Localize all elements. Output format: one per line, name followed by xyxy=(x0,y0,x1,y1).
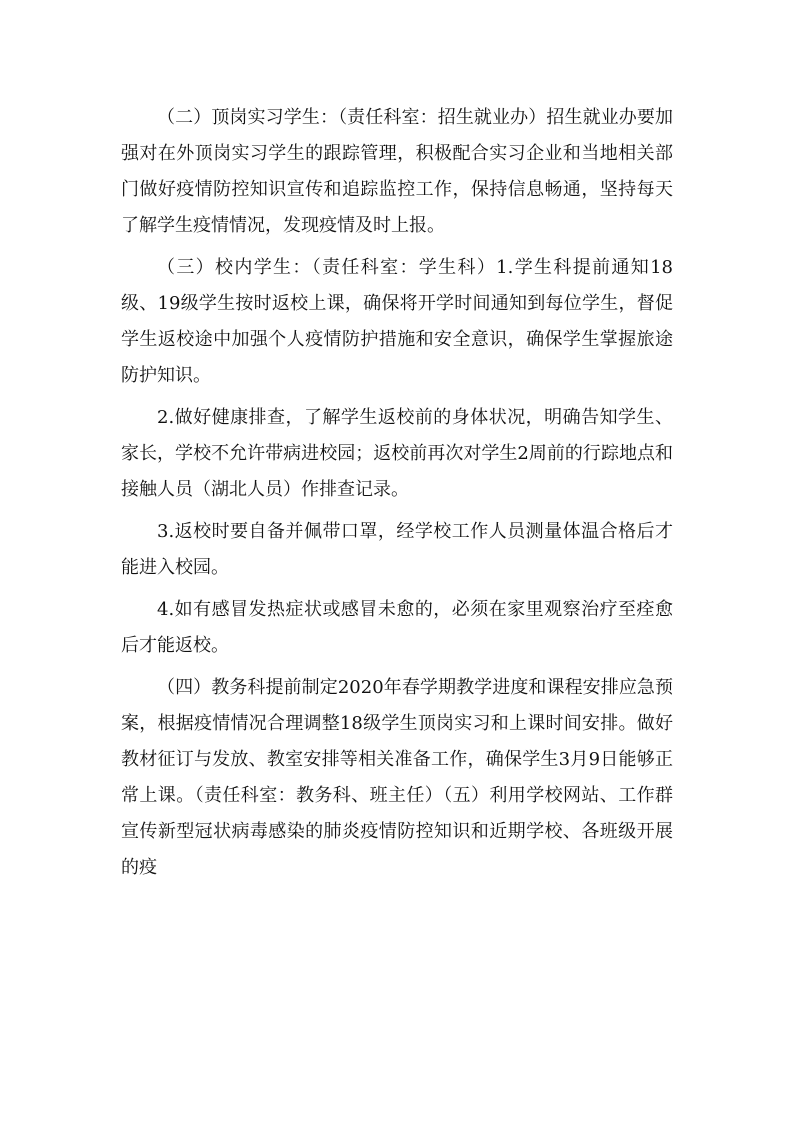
paragraph-academic-affairs: （四）教务科提前制定2020年春学期教学进度和课程安排应急预案，根据疫情情况合理调整18级学生顶岗实习和上课时间安排。做好教材征订与发放、教室安排等相关准备工作，确保学生3月9日能够正常上课。（责任科室：教务科、班主任）（五）利用学校网站、工作群宣传新型冠状病毒感染的肺炎疫情防控知识和近期学校、各班级开展的疫 xyxy=(121,677,673,878)
paragraph-fever-symptoms: 4.如有感冒发热症状或感冒未愈的，必须在家里观察治疗至痊愈后才能返校。 xyxy=(121,599,673,656)
paragraph-on-campus-students: （三）校内学生：（责任科室：学生科）1.学生科提前通知18级、19级学生按时返校上课，确保将开学时间通知到每位学生，督促学生返校途中加强个人疫情防护措施和安全意识，确保学生掌握旅途防护知识。 xyxy=(121,257,673,386)
paragraph-internship-students: （二）顶岗实习学生：（责任科室：招生就业办）招生就业办要加强对在外顶岗实习学生的跟踪管理，积极配合实习企业和当地相关部门做好疫情防控知识宣传和追踪监控工作，保持信息畅通，坚持每天了解学生疫情情况，发现疫情及时上报。 xyxy=(121,107,673,236)
paragraph-health-screening: 2.做好健康排查，了解学生返校前的身体状况，明确告知学生、家长，学校不允许带病进校园；返校前再次对学生2周前的行踪地点和接触人员（湖北人员）作排查记录。 xyxy=(121,407,673,500)
document-body xyxy=(121,100,673,892)
paragraph-masks-temperature: 3.返校时要自备并佩带口罩，经学校工作人员测量体温合格后才能进入校园。 xyxy=(121,521,673,578)
